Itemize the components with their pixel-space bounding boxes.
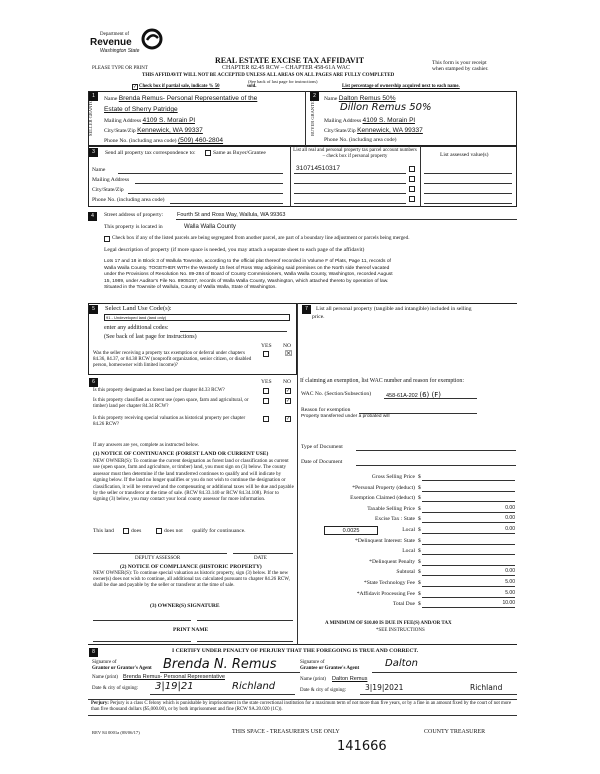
additional-codes: enter any additional codes: [104,325,169,331]
exemption-header: If claiming an exemption, list WAC number and reason for exemption: [300,378,464,384]
exemption-question: Was the seller receiving a property tax exemption or deferral under chapters 84.36, 84.37, or 84.38 RCW (nonprofit organization, senior citizen, or disabled person, homeowner with limited income)? [93,351,252,368]
assessed-field-3[interactable] [424,193,512,194]
fee-value[interactable] [422,485,515,492]
date-label: DATE [254,556,267,561]
dollar-sign: $ [418,537,421,544]
forest-yes-checkbox[interactable] [263,388,269,394]
fee-label: Subtotal [396,569,415,576]
dollar-sign: $ [418,601,421,608]
fee-label: Local [402,548,415,555]
sold: sold. [247,84,257,89]
additional-codes-field[interactable] [180,331,287,332]
print-name-label: PRINT NAME [173,627,209,633]
section-5-number: 5 [89,305,98,314]
parcel-field-3[interactable] [294,193,406,194]
section-3-number: 3 [89,148,98,157]
same-as-buyer-checkbox[interactable] [205,150,211,156]
corr-phone-field[interactable] [170,203,283,204]
dollar-sign: $ [418,590,421,597]
see-back-5: (See back of last page for instructions) [104,334,197,340]
legal-label: Legal description of property (if more space is needed, you may attach a separate sheet to each page of the affidavit) [104,247,365,253]
buyer-name[interactable]: Name Dalton Remus 50% [324,95,396,102]
legal-description[interactable]: Lots 17 and 18 in Block 3 of Wallula Townsite, according to the official plat thereof recorded in Volume F of Plats, Page 11, records of Walla Walla County. TOGETHER WITH the Westerly 15 feet of Ross Way adjoining said premises on the North side thereof vacated under the Provisions of Resolution No. 89-284 of Board of County Commissioners, Walla Walla County, Washington, recorded August 15, 1989, under Auditor's File No. 8905157, records of Walla Walla County, Washington, which attached thereto by operation of law. Situated in the Townsite of Wallula, County of Walla Walla, State of Washington. [104,259,393,291]
seller-city[interactable]: City/State/Zip Kennewick, WA 99337 [104,127,203,134]
grantor-date[interactable]: 3|19|21 [155,681,194,692]
current-use-question: Is this property classified as current use (open space, farm and agricultural, or timber) land per chapter 84.34 RCW? [93,398,249,409]
divider [420,146,421,207]
grantee-date[interactable]: 3|19|2021 [365,683,404,692]
doc-type-field[interactable] [356,450,516,451]
deputy-label: DEPUTY ASSESSOR [135,556,181,561]
notice-2-text: NEW OWNER(S): To continue special valuation as historic property, sign (3) below. If the new owner(s) does not wish to continue, all additional tax calculated pursuant to chapter 84.26 RCW, shall be due and payable by the seller or transferor at the time of sale. [93,570,290,588]
grantor-sig-line [160,672,300,673]
see-instructions: *SEE INSTRUCTIONS [376,628,425,633]
dollar-sign: $ [418,558,421,565]
send-correspondence: Send all property tax correspondence to: [105,150,196,156]
doc-type-label: Type of Document [301,444,343,450]
exemption-yes-checkbox[interactable] [263,351,269,357]
divider [88,715,517,716]
fee-value[interactable]: 0.00 [422,506,515,513]
form-revision: REV 84 0001a (08/06/17) [92,730,140,735]
receipt-note: This form is your receipt [432,60,487,66]
assessed-header: List assessed value(s) [440,152,489,158]
fee-value[interactable]: 5.00 [422,591,515,598]
grantor-sig-label-2: Grantor or Grantor's Agent [92,666,152,671]
fee-label: Total Due [392,601,415,608]
corr-name-field[interactable] [118,173,283,174]
seller-phone[interactable]: Phone No. (including area code) (509) 460-2804 [104,137,224,144]
fee-label: Gross Selling Price [371,474,415,480]
fee-label: Exemption Claimed (deduct) [350,495,415,502]
reason-label: Reason for exemption [301,407,351,413]
please-type: PLEASE TYPE OR PRINT [92,66,148,71]
wac-number[interactable]: 458-61A-202 (6) (F) [386,391,441,399]
section-1-number: 1 [89,92,98,101]
grantor-date-line [150,694,295,695]
print-name-line-2[interactable] [197,641,293,642]
does-checkbox[interactable] [123,528,129,534]
grantor-city[interactable]: Richland [232,681,276,692]
current-use-no-checkbox[interactable]: ✓ [286,398,291,404]
handwritten-number: 141666 [337,739,387,754]
segregated-label: Check box if any of the listed parcels are being segregated from another parcel, are part of a boundary line adjustment or parcels being merged. [112,235,410,241]
corr-phone: Phone No. (including area code) [92,197,165,203]
does-not-checkbox[interactable] [156,528,162,534]
qualify-label: qualify for continuance. [192,528,246,534]
seller-side-label: SELLER GRANTOR [88,96,93,136]
fee-label: Excise Tax : State [374,516,415,523]
dollar-sign: $ [418,495,421,502]
fee-value[interactable]: 10.00 [422,601,515,608]
historic-question: Is this property receiving special valuation as historical property per chapter 84.26 RCW? [93,416,246,427]
grantee-sig-label-2: Grantee or Grantee's Agent [300,666,360,671]
section-6-number: 6 [89,378,98,387]
parcel-header: List all real and personal property tax parcel account numbers – check box if personal property [293,148,417,159]
wac-line [384,398,477,399]
dollar-sign: $ [418,505,421,512]
assessed-field-2[interactable] [424,183,512,184]
dollar-sign: $ [418,569,421,576]
dollar-sign: $ [418,548,421,555]
notice-2-title: (2) NOTICE OF COMPLIANCE (HISTORIC PROPERTY) [120,564,262,570]
perjury-note: Perjury: Perjury is a class C felony which is punishable by imprisonment in the state correctional institution for a maximum term of not more than five years, or by a fine in an amount fixed by the court of not more than five thousand dollars ($5,000.00), or by both imprisonment and fine (RCW 9A.20.020 (1C)). [91,701,512,712]
grantor-date-label: Date & city of signing: [92,686,139,691]
partial-label: Check box if partial sale, indicate % 50 [139,84,220,89]
treasurer-space: THIS SPACE - TREASURER'S USE ONLY [232,729,340,735]
historic-no-checkbox[interactable]: ✓ [286,416,291,422]
fee-value[interactable]: 0.00 [422,516,515,523]
minimum-note: A MINIMUM OF $10.00 IS DUE IN FEE(S) AND/OR TAX [325,621,452,626]
notice-1-text: NEW OWNER(S): To continue the current designation as forest land or classification as current use (open space, farm and agriculture, or timber) land, you must sign on (3) below. The county assessor must then determine if the land transferred continues to qualify and will indicate by signing below. If the land no longer qualifies or you do not wish to continue the designation or classification, it will be removed and the compensating or additional taxes will be due and payable by the seller or transferor at the time of sale. (RCW 84.33.140 or RCW 84.34.108). Prior to signing (3) below, you may contact your local county assessor for more information. [93,458,294,503]
does-not-label: does not [164,528,183,534]
dollar-sign: $ [418,474,421,480]
grantee-sig-line [372,672,517,673]
segregated-checkbox[interactable] [104,236,110,242]
divider [297,303,298,645]
exemption-reason[interactable]: Property transferred under a probated will [301,414,390,419]
no-header: NO [283,343,292,349]
fee-value[interactable] [422,559,515,566]
personal-property-checkbox-1[interactable] [409,166,415,172]
land-use-select[interactable]: 91 - Undeveloped land (land only) [104,314,290,321]
fee-value[interactable] [422,548,515,555]
fee-value[interactable]: 0.00 [422,569,515,576]
section-7-number: 7 [302,305,311,314]
buyer-phone[interactable]: Phone No. (including area code) [324,137,397,143]
seller-mail[interactable]: Mailing Address 4109 S. Morain Pl [104,117,195,124]
yes-header: YES [261,343,272,349]
grantor-signature[interactable]: Brenda N. Remus [163,657,277,672]
grantee-date-label: Date & city of signing: [300,688,347,693]
deputy-date-line[interactable] [233,553,293,554]
forest-question: Is this property designated as forest land per chapter 84.33 RCW? [93,388,225,393]
fee-value[interactable]: 5.00 [422,580,515,587]
fee-label: Local [402,527,415,533]
see-back: (See back of last page for instructions) [248,79,318,84]
personal-property-checkbox-3[interactable] [409,186,415,192]
street-label: Street address of property: [104,212,164,218]
fee-label: *Delinquent Interest: State [355,537,415,544]
logo-dept: Department of [100,32,130,37]
dollar-sign: $ [418,516,421,523]
land-use-label: Select Land Use Code(s): [105,305,172,312]
doc-date-field[interactable] [356,465,516,466]
seller-name-2[interactable]: Estate of Sherry Patridge [104,106,178,113]
deputy-sig-line[interactable] [93,553,227,554]
grantee-date-line [360,694,517,695]
fee-label: *State Technology Fee [363,580,415,586]
parcel-field-1[interactable] [294,173,406,174]
exemption-no-checkbox[interactable]: ☒ [285,349,293,358]
grantee-city[interactable]: Richland [470,683,503,692]
print-name-line-1[interactable] [93,641,191,642]
fee-label: *Affidavit Processing Fee [356,590,415,597]
seller-name[interactable]: Name Brenda Remus- Personal Representative of the [104,95,258,102]
corr-mail: Mailing Address [92,177,130,183]
assessed-field-4[interactable] [424,203,512,204]
partial-pct: 50 [214,84,220,89]
grantor-sig-label: Signature of [92,660,117,665]
buyer-mail[interactable]: Mailing Address 4109 S. Morain Pl [324,117,415,124]
fee-value[interactable]: 0.00 [422,527,515,534]
personal-property-checkbox-4[interactable] [409,196,415,202]
logo-state: Washington State [100,48,140,54]
if-yes: If any answers are yes, complete as instructed below. [93,443,200,448]
grantor-name[interactable]: Brenda Remus- Personal Representative [123,674,225,680]
corr-name: Name [92,167,106,173]
warning: THIS AFFIDAVIT WILL NOT BE ACCEPTED UNLESS ALL AREAS ON ALL PAGES ARE FULLY COMPLETED [142,73,395,78]
buyer-name-handwritten: Dillon Remus 50% [340,102,432,113]
fee-label: *Personal Property (deduct) [352,484,415,491]
buyer-city[interactable]: City/State/Zip Kennewick, WA 99337 [324,127,423,134]
section-8-number: 8 [89,648,98,657]
owner-signature-label: (3) OWNER(S) SIGNATURE [150,603,220,609]
dollar-sign: $ [418,580,421,586]
no-header-6: NO [283,379,292,385]
section-4-number: 4 [88,212,97,221]
logo-name: Revenue [90,37,132,48]
street-line [176,219,517,220]
parcel-field-2[interactable] [294,183,406,184]
parcel-number[interactable]: 310714510317 [296,165,341,172]
street-address[interactable]: Fourth St and Ross Way, Wallula, WA 99363 [177,212,286,218]
divider [305,91,306,146]
this-land: This land [93,528,114,534]
buyer-side-label: BUYER GRANTEE [310,98,315,136]
receipt-note-2: when stamped by cashier. [432,66,489,72]
parcel-field-4[interactable] [294,203,406,204]
partial-sale-checkbox[interactable]: ✓ [133,84,138,90]
fee-value[interactable] [422,495,515,502]
same-as-buyer-label: Same as Buyer/Grantee [213,150,266,156]
fee-value[interactable] [422,538,515,545]
certify-statement: I CERTIFY UNDER PENALTY OF PERJURY THAT THE FOREGOING IS TRUE AND CORRECT. [172,648,419,654]
grantee-sig-label: Signature of [300,660,325,665]
grantee-name-label: Name (print) [300,677,326,682]
local-rate-field[interactable]: 0.0025 [324,526,378,535]
grantee-name[interactable]: Dalton Remus [332,676,368,682]
grantee-signature[interactable]: Dalton [385,658,418,669]
yes-header-6: YES [261,379,272,385]
historic-yes-checkbox[interactable] [263,416,269,422]
fee-label: *Delinquent Penalty [369,558,415,565]
dollar-sign: $ [418,527,421,533]
divider [88,699,517,700]
dollar-sign: $ [418,484,421,491]
corr-city-field[interactable] [128,193,283,194]
wac-label: WAC No. (Section/Subsection) [301,391,372,397]
ownership-note: List percentage of ownership acquired next to each name. [342,84,460,89]
fee-value[interactable] [422,474,515,481]
does-label: does [131,528,142,534]
corr-mail-field[interactable] [135,183,283,184]
located-label: This property is located in [104,224,163,230]
revenue-logo-icon [141,28,163,50]
personal-property-checkbox-2[interactable] [409,176,415,182]
section-2-number: 2 [310,92,319,101]
fee-label: Taxable Selling Price [367,505,415,512]
owner-sig-line-1[interactable] [93,620,191,621]
notice-1-title: (1) NOTICE OF CONTINUANCE (FOREST LAND OR CURRENT USE) [93,451,269,457]
grantor-name-label: Name (print) [92,675,118,680]
corr-city: City/State/Zip [92,187,124,193]
forest-no-checkbox[interactable]: ✓ [286,388,291,394]
personal-property-label: List all personal property (tangible and intangible) included in selling price. [312,306,472,320]
county-treasurer: COUNTY TREASURER [424,729,486,735]
assessed-field-1[interactable] [424,173,512,174]
form-title: REAL ESTATE EXCISE TAX AFFIDAVIT [215,56,365,65]
divider [290,146,291,207]
owner-sig-line-2[interactable] [197,620,293,621]
county[interactable]: Walla Walla County [184,224,236,230]
doc-date-label: Date of Document [301,459,343,465]
current-use-yes-checkbox[interactable] [263,398,269,404]
form-chapter: CHAPTER 82.45 RCW – CHAPTER 458-61A WAC [222,65,350,71]
